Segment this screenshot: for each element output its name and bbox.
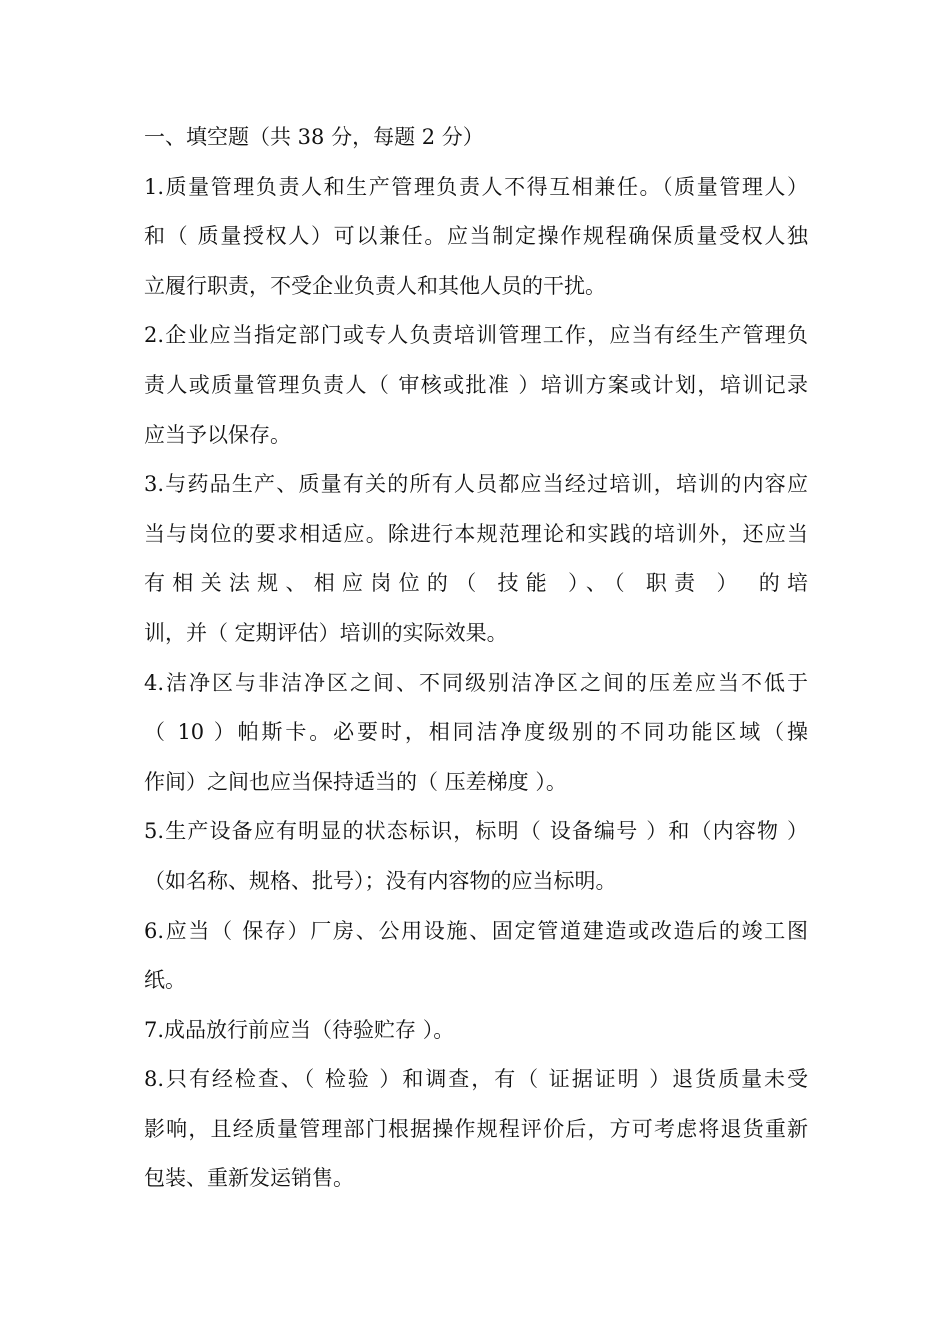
question-3-line-3: 有相关法规、相应岗位的（ 技能 ）、（ 职责 ） 的培	[144, 571, 808, 596]
question-4-line-3: 作间）之间也应当保持适当的（ 压差梯度 ）。	[144, 769, 567, 794]
question-8-line-3: 包装、重新发运销售。	[144, 1166, 354, 1191]
question-5-line-2: （如名称、规格、批号）；没有内容物的应当标明。	[144, 868, 617, 893]
question-5-line-1: 5.生产设备应有明显的状态标识，标明（ 设备编号 ）和（内容物 ）	[144, 819, 808, 844]
question-7-line-1: 7.成品放行前应当（待验贮存 ）。	[144, 1017, 455, 1042]
question-6-line-1: 6.应当（ 保存）厂房、公用设施、固定管道建造或改造后的竣工图	[144, 918, 808, 943]
question-2-line-1: 2.企业应当指定部门或专人负责培训管理工作，应当有经生产管理负	[144, 323, 808, 348]
question-3-line-2: 当与岗位的要求相适应。除进行本规范理论和实践的培训外，还应当	[144, 521, 808, 546]
question-8-line-2: 影响，且经质量管理部门根据操作规程评价后，方可考虑将退货重新	[144, 1116, 808, 1141]
question-1-line-1: 1.质量管理负责人和生产管理负责人不得互相兼任。（质量管理人）	[144, 174, 808, 199]
document-body	[144, 113, 808, 1204]
question-4-line-2: （ 10 ）帕斯卡。必要时，相同洁净度级别的不同功能区域（操	[144, 720, 808, 745]
question-3-line-4: 训，并（ 定期评估）培训的实际效果。	[144, 620, 508, 645]
question-1-line-2: 和（ 质量授权人）可以兼任。应当制定操作规程确保质量受权人独	[144, 224, 808, 249]
question-1-line-3: 立履行职责，不受企业负责人和其他人员的干扰。	[144, 273, 606, 298]
question-2-line-3: 应当予以保存。	[144, 422, 291, 447]
question-6-line-2: 纸。	[144, 968, 186, 993]
section-heading: 一、填空题（共 38 分，每题 2 分）	[144, 125, 484, 149]
question-4-line-1: 4.洁净区与非洁净区之间、不同级别洁净区之间的压差应当不低于	[144, 670, 808, 695]
question-2-line-2: 责人或质量管理负责人（ 审核或批准 ）培训方案或计划，培训记录	[144, 372, 808, 397]
question-8-line-1: 8.只有经检查、（ 检验 ）和调查，有（ 证据证明 ）退货质量未受	[144, 1067, 808, 1092]
question-3-line-1: 3.与药品生产、质量有关的所有人员都应当经过培训，培训的内容应	[144, 472, 808, 497]
